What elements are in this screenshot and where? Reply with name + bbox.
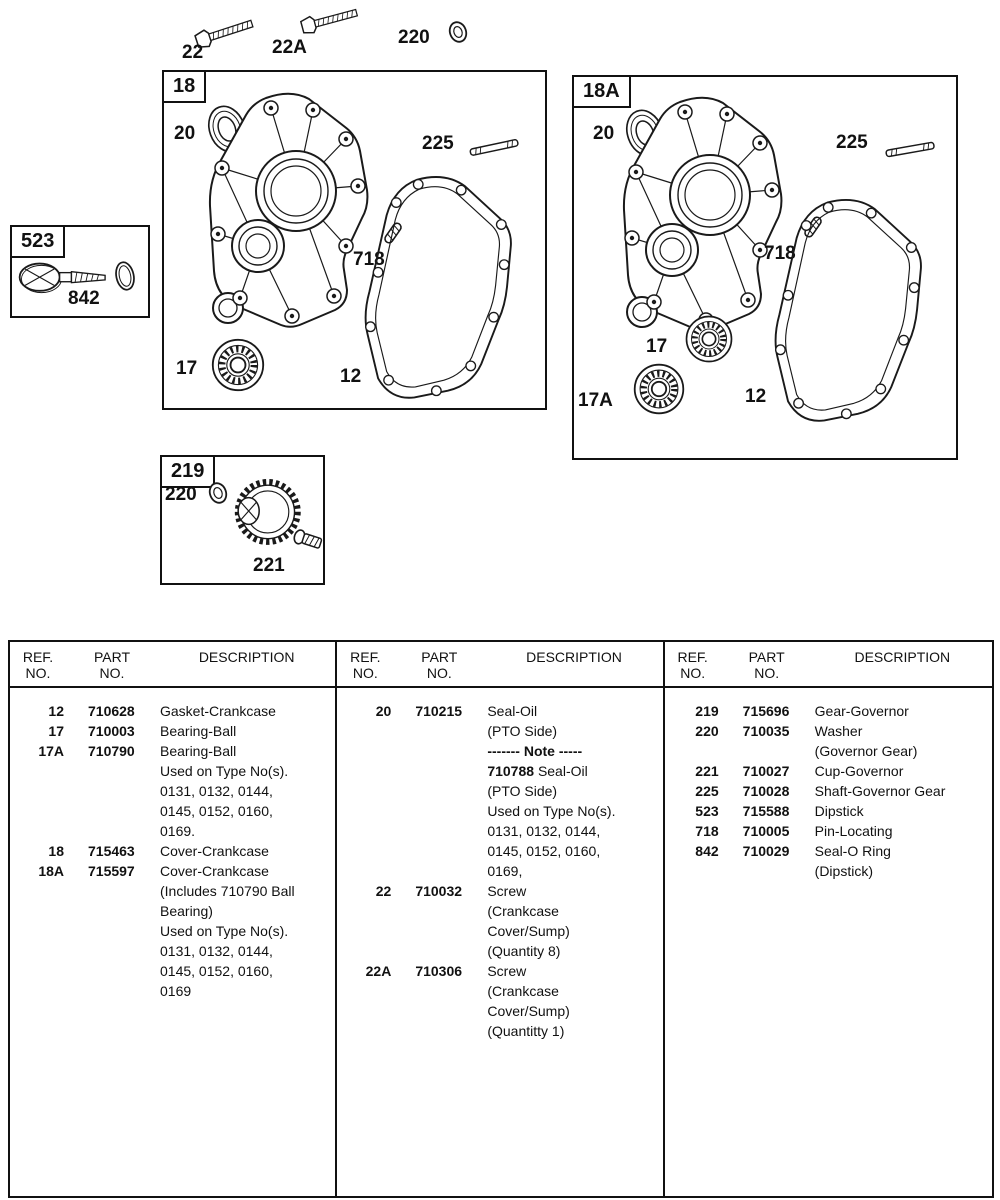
part-no-cell: 710032 — [415, 883, 463, 899]
description-cell — [485, 761, 662, 781]
ref-no-cell — [10, 981, 66, 1001]
o-ring-icon — [112, 258, 138, 294]
part-no-cell — [393, 761, 485, 781]
part-no-cell — [393, 981, 485, 1001]
callout-12: 12 — [340, 366, 362, 387]
table-body — [10, 688, 335, 1001]
ref-no-cell: 225 — [695, 783, 719, 799]
table-row — [665, 821, 992, 841]
table-row — [665, 861, 992, 881]
ref-no-cell: 17A — [38, 743, 64, 759]
ref-no-cell: 220 — [695, 723, 719, 739]
screw-22a-icon — [296, 0, 367, 41]
description-cell: Cover-Crankcase — [160, 843, 269, 859]
description-cell: (Quantitty 1) — [487, 1023, 565, 1039]
table-row — [10, 921, 335, 941]
part-no-cell — [66, 781, 158, 801]
callout-17: 17 — [176, 358, 198, 379]
callout-17a: 17A — [578, 390, 613, 411]
table-row — [337, 1021, 662, 1041]
table-row — [665, 741, 992, 761]
ref-no-cell — [337, 1001, 393, 1021]
part-no-cell: 710035 — [742, 723, 790, 739]
table-row — [337, 801, 662, 821]
table-row — [10, 721, 335, 741]
description-cell: (Quantity 8) — [487, 943, 561, 959]
parts-table-column-3 — [665, 642, 992, 1196]
callout-225: 225 — [422, 133, 454, 154]
figure-tag-18a: 18A — [572, 75, 631, 108]
table-row — [337, 841, 662, 861]
table-row — [337, 1001, 662, 1021]
description-cell: Screw — [487, 963, 527, 979]
part-no-cell — [66, 901, 158, 921]
table-row — [337, 721, 662, 741]
description-cell: 0145, 0152, 0160, — [160, 963, 273, 979]
ball-bearing-icon — [684, 314, 734, 364]
table-row — [337, 701, 662, 721]
gasket-drawing — [358, 172, 530, 406]
description-cell: Dipstick — [814, 803, 864, 819]
table-row — [337, 761, 662, 781]
callout-20-a: 20 — [593, 123, 615, 144]
callout-12-a: 12 — [745, 386, 767, 407]
part-no-cell: 715597 — [88, 863, 135, 879]
ref-no-cell — [10, 921, 66, 941]
ref-no-cell — [10, 801, 66, 821]
part-no-cell — [393, 721, 485, 741]
parts-table-column-2 — [337, 642, 664, 1196]
ref-no-cell: 17 — [48, 723, 64, 739]
part-no-cell — [393, 801, 485, 821]
description-cell — [485, 741, 662, 761]
part-no-cell — [66, 941, 158, 961]
part-no-cell — [393, 841, 485, 861]
description-segment: 710788 — [487, 763, 538, 779]
ref-no-cell — [337, 721, 393, 741]
part-no-cell — [393, 901, 485, 921]
part-no-cell — [393, 1021, 485, 1041]
part-no-cell: 710790 — [88, 743, 135, 759]
table-body — [665, 688, 992, 881]
ref-no-cell — [337, 781, 393, 801]
description-cell: Bearing-Ball — [160, 743, 237, 759]
description-segment: ------- Note ----- — [487, 743, 583, 759]
ref-no-cell — [337, 761, 393, 781]
description-cell: Gear-Governor — [814, 703, 909, 719]
callout-718: 718 — [353, 249, 385, 270]
table-row — [337, 901, 662, 921]
ref-no-cell — [10, 881, 66, 901]
header-part-no: PART NO. — [93, 649, 131, 681]
description-cell: 0145, 0152, 0160, — [160, 803, 273, 819]
part-no-cell — [721, 741, 813, 761]
ref-no-cell: 18A — [38, 863, 64, 879]
description-cell: 0131, 0132, 0144, — [160, 943, 273, 959]
part-no-cell: 710306 — [415, 963, 463, 979]
ref-no-cell — [337, 861, 393, 881]
part-no-cell — [66, 821, 158, 841]
description-segment: Seal-Oil — [537, 763, 588, 779]
ref-no-cell — [10, 821, 66, 841]
part-no-cell — [66, 761, 158, 781]
table-header — [665, 642, 992, 688]
table-row — [665, 721, 992, 741]
description-cell: 0131, 0132, 0144, — [487, 823, 601, 839]
table-row — [10, 961, 335, 981]
description-cell: Pin-Locating — [814, 823, 893, 839]
table-row — [665, 801, 992, 821]
description-cell: (Crankcase — [487, 983, 559, 999]
part-no-cell: 710628 — [88, 703, 135, 719]
ball-bearing-icon — [210, 337, 266, 393]
table-row — [10, 981, 335, 1001]
ref-no-cell — [337, 901, 393, 921]
part-no-cell — [393, 921, 485, 941]
part-no-cell: 715463 — [88, 843, 135, 859]
part-no-cell — [393, 861, 485, 881]
part-no-cell: 710027 — [742, 763, 790, 779]
header-ref-no: REF. NO. — [350, 649, 381, 681]
table-row — [10, 881, 335, 901]
part-no-cell: 710215 — [415, 703, 463, 719]
part-no-cell — [66, 881, 158, 901]
part-no-cell — [393, 741, 485, 761]
ref-no-cell: 22A — [365, 963, 392, 979]
part-no-cell — [66, 921, 158, 941]
table-row — [665, 701, 992, 721]
table-row — [665, 841, 992, 861]
table-row — [337, 861, 662, 881]
callout-20: 20 — [174, 123, 196, 144]
part-no-cell — [393, 821, 485, 841]
ref-no-cell — [337, 1021, 393, 1041]
part-no-cell — [66, 961, 158, 981]
description-cell: Cover/Sump) — [487, 923, 570, 939]
table-row — [10, 761, 335, 781]
part-no-cell: 710029 — [742, 843, 790, 859]
description-cell: (Governor Gear) — [814, 743, 918, 759]
table-row — [10, 781, 335, 801]
ref-no-cell — [337, 821, 393, 841]
table-row — [337, 881, 662, 901]
description-cell: 0169, — [487, 863, 523, 879]
table-row — [665, 781, 992, 801]
description-cell: Cover-Crankcase — [160, 863, 269, 879]
description-cell: Screw — [487, 883, 527, 899]
part-no-cell — [66, 801, 158, 821]
parts-table-column-1 — [10, 642, 337, 1196]
ref-no-cell — [337, 981, 393, 1001]
ref-no-cell — [337, 741, 393, 761]
screw-icon — [292, 528, 326, 552]
callout-842: 842 — [68, 288, 100, 309]
ref-no-cell — [337, 941, 393, 961]
washer-220-icon — [446, 20, 470, 44]
table-row — [337, 941, 662, 961]
callout-220: 220 — [165, 484, 197, 505]
part-no-cell — [721, 861, 813, 881]
description-cell: Gasket-Crankcase — [160, 703, 276, 719]
callout-221: 221 — [253, 555, 285, 576]
ref-no-cell: 523 — [695, 803, 719, 819]
ref-no-cell: 12 — [48, 703, 64, 719]
description-cell: Bearing) — [160, 903, 213, 919]
table-row — [10, 901, 335, 921]
part-no-cell — [393, 1001, 485, 1021]
header-description: DESCRIPTION — [526, 649, 622, 665]
table-header — [337, 642, 662, 688]
header-description: DESCRIPTION — [198, 649, 295, 665]
header-part-no: PART NO. — [748, 649, 785, 681]
ref-no-cell — [10, 961, 66, 981]
table-row — [10, 821, 335, 841]
description-cell: Seal-Oil — [487, 703, 538, 719]
description-cell: 0131, 0132, 0144, — [160, 783, 273, 799]
ref-no-cell — [10, 761, 66, 781]
description-cell: Used on Type No(s). — [487, 803, 616, 819]
ref-no-cell — [337, 801, 393, 821]
figure-tag-219: 219 — [160, 455, 215, 488]
table-row — [337, 821, 662, 841]
header-ref-no: REF. NO. — [22, 649, 54, 681]
table-row — [10, 941, 335, 961]
ref-no-cell: 718 — [695, 823, 719, 839]
table-row — [665, 761, 992, 781]
table-header — [10, 642, 335, 688]
callout-225-a: 225 — [836, 132, 868, 153]
part-no-cell — [66, 981, 158, 1001]
ref-no-cell: 219 — [695, 703, 719, 719]
table-row — [10, 701, 335, 721]
callout-22: 22 — [182, 42, 204, 63]
ref-no-cell — [665, 861, 721, 881]
description-cell: (Dipstick) — [814, 863, 873, 879]
description-cell: Shaft-Governor Gear — [814, 783, 946, 799]
table-row — [337, 921, 662, 941]
parts-table — [8, 640, 994, 1198]
header-part-no: PART NO. — [421, 649, 458, 681]
part-no-cell: 710005 — [742, 823, 790, 839]
table-row — [337, 981, 662, 1001]
description-cell: (Crankcase — [487, 903, 559, 919]
description-cell: 0169 — [160, 983, 192, 999]
description-cell: (Includes 710790 Ball — [160, 883, 295, 899]
figure-tag-523: 523 — [10, 225, 65, 258]
ref-no-cell — [337, 841, 393, 861]
callout-220-top: 220 — [398, 27, 430, 48]
description-cell: 0145, 0152, 0160, — [487, 843, 601, 859]
description-cell: Used on Type No(s). — [160, 923, 289, 939]
header-description: DESCRIPTION — [854, 649, 951, 665]
description-cell: Seal-O Ring — [814, 843, 891, 859]
part-no-cell: 710028 — [742, 783, 790, 799]
figure-tag-18: 18 — [162, 70, 206, 103]
ref-no-cell: 221 — [695, 763, 719, 779]
callout-17-a: 17 — [646, 336, 668, 357]
ball-bearing-icon — [632, 362, 686, 416]
description-cell: Cup-Governor — [814, 763, 904, 779]
description-cell: (PTO Side) — [487, 723, 558, 739]
description-cell: (PTO Side) — [487, 783, 558, 799]
part-no-cell — [393, 941, 485, 961]
part-no-cell — [393, 781, 485, 801]
table-body — [337, 688, 662, 1041]
part-no-cell: 715696 — [742, 703, 790, 719]
table-row — [337, 961, 662, 981]
description-cell: 0169. — [160, 823, 196, 839]
table-row — [10, 861, 335, 881]
callout-718-a: 718 — [764, 243, 796, 264]
description-cell: Washer — [814, 723, 863, 739]
part-no-cell: 715588 — [742, 803, 790, 819]
table-row — [10, 741, 335, 761]
ref-no-cell: 842 — [695, 843, 719, 859]
description-cell: Bearing-Ball — [160, 723, 237, 739]
ref-no-cell: 22 — [375, 883, 392, 899]
ref-no-cell — [10, 781, 66, 801]
ref-no-cell — [10, 941, 66, 961]
dipstick-icon — [16, 253, 116, 305]
callout-22a: 22A — [272, 37, 307, 58]
ref-no-cell — [665, 741, 721, 761]
part-no-cell: 710003 — [88, 723, 135, 739]
header-ref-no: REF. NO. — [677, 649, 708, 681]
description-cell: Cover/Sump) — [487, 1003, 570, 1019]
table-row — [337, 741, 662, 761]
gasket-drawing — [768, 192, 940, 432]
ref-no-cell — [10, 901, 66, 921]
ref-no-cell: 18 — [48, 843, 64, 859]
table-row — [337, 781, 662, 801]
description-cell: Used on Type No(s). — [160, 763, 289, 779]
ref-no-cell: 20 — [375, 703, 392, 719]
table-row — [10, 841, 335, 861]
ref-no-cell — [337, 921, 393, 941]
table-row — [10, 801, 335, 821]
